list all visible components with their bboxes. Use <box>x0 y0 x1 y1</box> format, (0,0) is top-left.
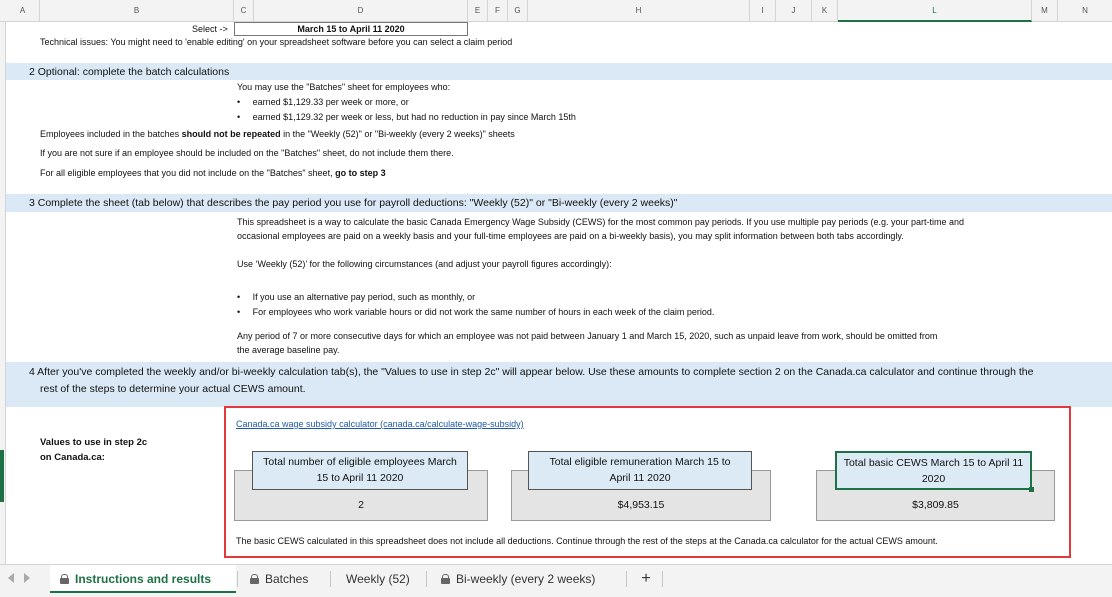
bullet-text: earned $1,129.32 per week or less, but had no reduction in pay since March 15th <box>252 112 576 122</box>
bullet-text: earned $1,129.33 per week or more, or <box>252 97 409 107</box>
column-header-l[interactable]: L <box>838 0 1032 22</box>
label-line: 2020 <box>921 473 946 485</box>
label-line: April 11 2020 <box>609 472 671 484</box>
selected-row-marker <box>0 450 4 502</box>
result-label-remuneration <box>528 451 752 490</box>
values-label-1: Values to use in step 2c <box>40 437 148 448</box>
add-sheet-button[interactable]: + <box>641 570 651 587</box>
result-value-remuneration: $4,953.15 <box>617 499 665 511</box>
column-header-i[interactable]: I <box>750 0 776 22</box>
bold-text: go to step 3 <box>335 168 386 178</box>
step-3-bullet-1: • If you use an alternative pay period, such as monthly, or <box>237 292 476 302</box>
scroll-tabs-left-icon[interactable] <box>8 573 14 583</box>
scroll-tabs-right-icon[interactable] <box>24 573 30 583</box>
column-header-f[interactable]: F <box>488 0 508 22</box>
step-2-title: 2 Optional: complete the batch calculations <box>29 66 230 78</box>
label-line: Total number of eligible employees March <box>263 456 457 468</box>
lock-icon <box>60 574 69 584</box>
text: Employees included in the batches <box>40 129 182 139</box>
calculator-link[interactable]: Canada.ca wage subsidy calculator (canada.ca/calculate-wage-subsidy) <box>236 419 524 429</box>
result-value-employees: 2 <box>358 499 364 511</box>
tab-separator <box>237 571 238 587</box>
label-line: 15 to April 11 2020 <box>316 472 404 484</box>
column-header-j[interactable]: J <box>776 0 812 22</box>
technical-issues-note: Technical issues: You might need to 'enable editing' on your spreadsheet software before you can select a claim period <box>40 37 513 47</box>
step-2-bullet-2: • earned $1,129.32 per week or less, but had no reduction in pay since March 15th <box>237 112 576 122</box>
tab-batches[interactable] <box>250 565 330 593</box>
step-2-intro: You may use the "Batches" sheet for employees who: <box>237 82 451 92</box>
column-header-a[interactable]: A <box>6 0 40 22</box>
tab-label: Bi-weekly (every 2 weeks) <box>456 572 596 586</box>
label-line: Total eligible remuneration March 15 to <box>549 456 731 468</box>
column-header-d[interactable]: D <box>254 0 468 22</box>
claim-period-dropdown[interactable]: March 15 to April 11 2020 <box>234 22 468 36</box>
result-label-employees <box>252 451 468 490</box>
step-3-bullet-2: • For employees who work variable hours or did not work the same number of hours in each week of the claim period. <box>237 307 715 317</box>
step-3-p2: Use ‘Weekly (52)’ for the following circumstances (and adjust your payroll figures accordingly): <box>237 259 612 269</box>
sheet-tab-bar <box>0 564 1112 597</box>
step-4-line-2: rest of the steps to determine your actual CEWS amount. <box>40 383 306 395</box>
step-2-line-1 <box>40 129 515 139</box>
tab-separator <box>330 571 331 587</box>
bullet-text: If you use an alternative pay period, such as monthly, or <box>252 292 476 302</box>
column-header-k[interactable]: K <box>812 0 838 22</box>
step-3-title: 3 Complete the sheet (tab below) that describes the pay period you use for payroll deductions: "Weekly (52)" or "Bi-weekly (every 2 weeks)" <box>29 197 678 209</box>
column-header-c[interactable]: C <box>234 0 254 22</box>
label-line: Total basic CEWS March 15 to April 11 <box>843 457 1024 469</box>
bullet-text: For employees who work variable hours or did not work the same number of hours in each week of the claim period. <box>252 307 715 317</box>
tab-separator <box>626 571 627 587</box>
lock-icon <box>250 574 259 584</box>
lock-icon <box>441 574 450 584</box>
step-4-line-1: 4 After you've completed the weekly and/or bi-weekly calculation tab(s), the "Values to use in step 2c" will appear below. Use these amounts to complete section 2 on the Canada.ca calculator and continue through the <box>29 366 1034 378</box>
values-label-2: on Canada.ca: <box>40 452 105 463</box>
result-label-cews[interactable] <box>835 451 1032 490</box>
tab-label: Batches <box>265 572 309 586</box>
select-label: Select -> <box>192 24 228 34</box>
step-3-p1-line-2: occasional employees are paid on a weekly basis and your full-time employees are paid on a bi-weekly basis), you may split information between both tabs accordingly. <box>237 231 904 241</box>
tab-weekly-52[interactable]: Weekly (52) <box>346 572 410 586</box>
cews-note: The basic CEWS calculated in this spreadsheet does not include all deductions. Continue through the rest of the steps at the Canada.ca calculator for the actual CEWS amount. <box>236 536 938 546</box>
tab-instructions-and-results[interactable] <box>50 565 236 593</box>
step-3-p3-line-1: Any period of 7 or more consecutive days for which an employee was not paid between January 1 and March 15, 2020, such as unpaid leave from work, should be omitted from <box>237 331 938 341</box>
row-headers <box>0 22 6 564</box>
tab-separator <box>662 571 663 587</box>
tab-separator <box>426 571 427 587</box>
step-3-p1-line-1: This spreadsheet is a way to calculate the basic Canada Emergency Wage Subsidy (CEWS) for the most common pay periods. If you use multiple pay periods (e.g. your part-time and <box>237 217 965 227</box>
text: For all eligible employees that you did not include on the "Batches" sheet, <box>40 168 336 178</box>
result-value-cews: $3,809.85 <box>912 499 959 511</box>
column-header-g[interactable]: G <box>508 0 528 22</box>
column-header-e[interactable]: E <box>468 0 488 22</box>
step-2-line-2: If you are not sure if an employee should be included on the "Batches" sheet, do not include them there. <box>40 148 454 158</box>
column-header-m[interactable]: M <box>1032 0 1058 22</box>
column-header-b[interactable]: B <box>40 0 234 22</box>
column-header-h[interactable]: H <box>528 0 750 22</box>
column-headers <box>0 0 1112 22</box>
column-header-n[interactable]: N <box>1082 6 1088 15</box>
bold-text: should not be repeated <box>181 129 281 139</box>
step-3-p3-line-2: the average baseline pay. <box>237 345 340 355</box>
tab-label: Instructions and results <box>75 572 212 586</box>
tab-bi-weekly[interactable] <box>441 565 621 593</box>
text: in the "Weekly (52)" or "Bi-weekly (every 2 weeks)" sheets <box>280 129 515 139</box>
step-2-bullet-1: • earned $1,129.33 per week or more, or <box>237 97 409 107</box>
step-2-line-3 <box>40 168 386 178</box>
